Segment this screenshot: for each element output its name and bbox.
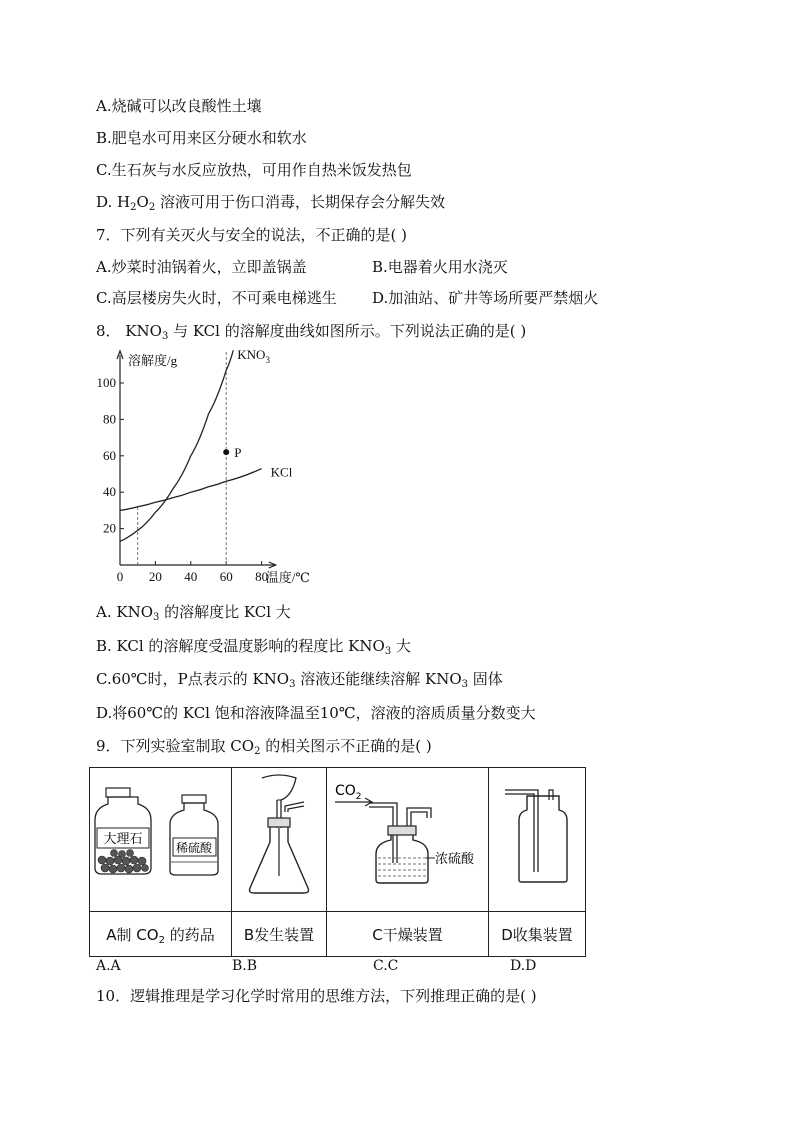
q9-stem-text: 的相关图示不正确的是( ) bbox=[260, 737, 432, 755]
point-p bbox=[223, 449, 229, 455]
q8-stem-text: 8． KNO bbox=[96, 322, 162, 340]
formula-sub: 2 bbox=[148, 202, 156, 213]
sulfuric-dilute-label: 稀硫酸 bbox=[175, 841, 213, 855]
x-tick-label: 20 bbox=[148, 569, 162, 584]
y-tick-label: 40 bbox=[103, 484, 116, 500]
q8-option-c-text: C.60℃时，P点表示的 KNO bbox=[96, 670, 290, 688]
kno3-curve-label: $KNO_3$ bbox=[237, 347, 270, 365]
formula-sub: 2 bbox=[254, 746, 261, 757]
x-tick-label: 40 bbox=[184, 569, 198, 584]
q9-answer-a: A.A bbox=[96, 958, 121, 974]
q8-option-c-text: 固体 bbox=[468, 670, 503, 688]
panel-d-caption: D收集装置 bbox=[489, 912, 586, 957]
panel-c-image bbox=[327, 768, 489, 912]
conc-acid-label: 浓硫酸 bbox=[435, 852, 475, 867]
q6-option-a: A.烧碱可以改良酸性土壤 bbox=[96, 97, 262, 115]
formula-sub: 3 bbox=[161, 331, 169, 342]
q7-option-d: D.加油站、矿井等场所要严禁烟火 bbox=[372, 289, 599, 307]
panel-b-caption: B发生装置 bbox=[232, 912, 327, 957]
q8-option-b-text: 大 bbox=[391, 637, 411, 655]
formula-sub: 3 bbox=[153, 612, 160, 623]
q9-stem-text: 9．下列实验室制取 CO bbox=[96, 737, 255, 755]
q8-stem bbox=[96, 321, 526, 341]
q8-option-a bbox=[96, 602, 291, 622]
q7-option-b: B.电器着火用水浇灭 bbox=[372, 258, 508, 276]
gas-collection-bottle-icon bbox=[489, 768, 585, 911]
x-tick-label: 80 bbox=[255, 569, 269, 584]
reagent-bottles-icon bbox=[90, 768, 231, 911]
y-tick-label: 60 bbox=[103, 447, 116, 463]
formula-sub: 2 bbox=[158, 934, 165, 946]
y-tick-label: 20 bbox=[103, 520, 116, 536]
kcl-curve-label: KCl bbox=[270, 464, 293, 480]
panel-a-image bbox=[90, 768, 232, 912]
q8-option-a-text: A. KNO bbox=[96, 603, 153, 621]
formula-o: O bbox=[136, 193, 149, 211]
panel-b-image bbox=[232, 768, 327, 912]
q6-option-d-prefix: D. bbox=[96, 193, 118, 211]
q6-option-d bbox=[96, 192, 445, 212]
q9-stem bbox=[96, 736, 432, 756]
drying-bottle-icon bbox=[327, 768, 488, 911]
solubility-chart-svg bbox=[96, 345, 336, 595]
q8-option-c bbox=[96, 669, 503, 689]
flask-apparatus-icon bbox=[232, 768, 326, 911]
curve-kno3 bbox=[120, 350, 233, 541]
q7-stem: 7．下列有关灭火与安全的说法，不正确的是( ) bbox=[96, 226, 408, 244]
y-tick-label: 100 bbox=[96, 375, 116, 390]
x-tick-label: 0 bbox=[116, 569, 124, 584]
q6-option-d-text: 溶液可用于伤口消毒，长期保存会分解失效 bbox=[155, 193, 445, 211]
q8-option-d: D.将60℃的 KCl 饱和溶液降温至10℃，溶液的溶质质量分数变大 bbox=[96, 704, 536, 722]
q9-answer-d: D.D bbox=[510, 958, 537, 974]
formula-sub: 3 bbox=[289, 679, 296, 690]
x-axis-label: 温度/℃ bbox=[265, 570, 310, 585]
curve-kcl bbox=[120, 469, 262, 511]
q8-option-a-text: 的溶解度比 KCl 大 bbox=[159, 603, 291, 621]
q6-option-b: B.肥皂水可用来区分硬水和软水 bbox=[96, 129, 307, 147]
panel-d-image bbox=[489, 768, 586, 912]
co2-apparatus-table bbox=[89, 767, 586, 957]
q7-option-a: A.炒菜时油锅着火，立即盖锅盖 bbox=[96, 258, 307, 276]
q9-answer-c: C.C bbox=[373, 958, 399, 974]
formula-h: H bbox=[117, 193, 131, 211]
formula-sub: 3 bbox=[384, 646, 392, 657]
q9-answer-b: B.B bbox=[232, 958, 258, 974]
q6-option-c: C.生石灰与水反应放热，可用作自热米饭发热包 bbox=[96, 161, 412, 179]
panel-c-caption: C干燥装置 bbox=[327, 912, 489, 957]
panel-a-caption bbox=[90, 912, 232, 957]
co2-label: $CO_2$ bbox=[335, 783, 362, 802]
formula-sub: 3 bbox=[461, 679, 468, 690]
y-axis-label: 溶解度/g bbox=[128, 353, 178, 368]
formula-sub: 2 bbox=[130, 202, 137, 213]
y-tick-label: 80 bbox=[103, 411, 116, 427]
caption-text: A制 CO bbox=[106, 925, 159, 944]
x-tick-label: 60 bbox=[219, 569, 233, 584]
q10-stem: 10．逻辑推理是学习化学时常用的思维方法，下列推理正确的是( ) bbox=[96, 987, 537, 1005]
marble-label: 大理石 bbox=[103, 832, 143, 847]
point-p-label: P bbox=[234, 445, 242, 461]
solubility-chart bbox=[96, 345, 336, 595]
q8-option-b-text: B. KCl 的溶解度受温度影响的程度比 KNO bbox=[96, 637, 385, 655]
q8-option-c-text: 溶液还能继续溶解 KNO bbox=[295, 670, 462, 688]
q8-stem-text: 与 KCl 的溶解度曲线如图所示。下列说法正确的是( ) bbox=[168, 322, 527, 340]
caption-text: 的药品 bbox=[164, 925, 215, 944]
q8-option-b bbox=[96, 636, 411, 656]
q7-option-c: C.高层楼房失火时，不可乘电梯逃生 bbox=[96, 289, 337, 307]
